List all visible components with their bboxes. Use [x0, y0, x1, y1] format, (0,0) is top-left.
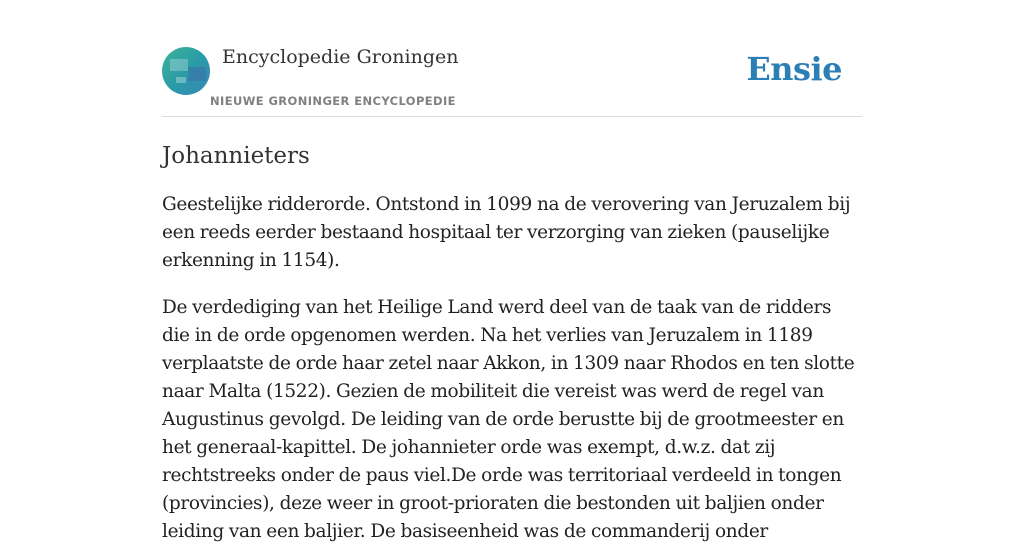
article-paragraph: Geestelijke ridderorde. Ontstond in 1099 na de verovering van Jeruzalem bij een reeds eerder bestaand hospitaal ter verzorging van zieken (pauselijke erkenning in 1154).: [162, 194, 851, 271]
site-name-link[interactable]: Encyclopedie Groningen: [222, 46, 459, 68]
page: [162, 0, 862, 546]
site-logo-avatar[interactable]: [162, 47, 210, 95]
logo-shape: [176, 77, 186, 83]
article-paragraph: De verdediging van het Heilige Land werd deel van de taak van de ridders die in de orde opgenomen werden. Na het verlies van Jeruzalem in 1189 verplaatste de orde haar zetel naar Akkon, in 1309 naar Rhodos en ten slotte naar Malta (1522). Gezien de mobiliteit die vereist was werd de regel van Augustinus gevolgd. De leiding van de orde berustte bij de grootmeester en het generaal-kapittel. De johannieter orde was exempt, d.w.z. dat zij rechtstreeks onder de paus viel.De orde was territoriaal verdeeld in tongen (provincies), deze weer in groot-prioraten die bestonden uit baljien onder leiding van een baljier. De basiseenheid was de commanderij onder: [162, 297, 855, 542]
article-title: Johannieters: [162, 143, 310, 169]
site-subtitle: NIEUWE GRONINGER ENCYCLOPEDIE: [210, 94, 456, 108]
site-header: [162, 0, 862, 117]
brand-logo-link[interactable]: Ensie: [746, 50, 842, 88]
logo-shape: [170, 59, 188, 71]
logo-shape: [188, 67, 206, 81]
